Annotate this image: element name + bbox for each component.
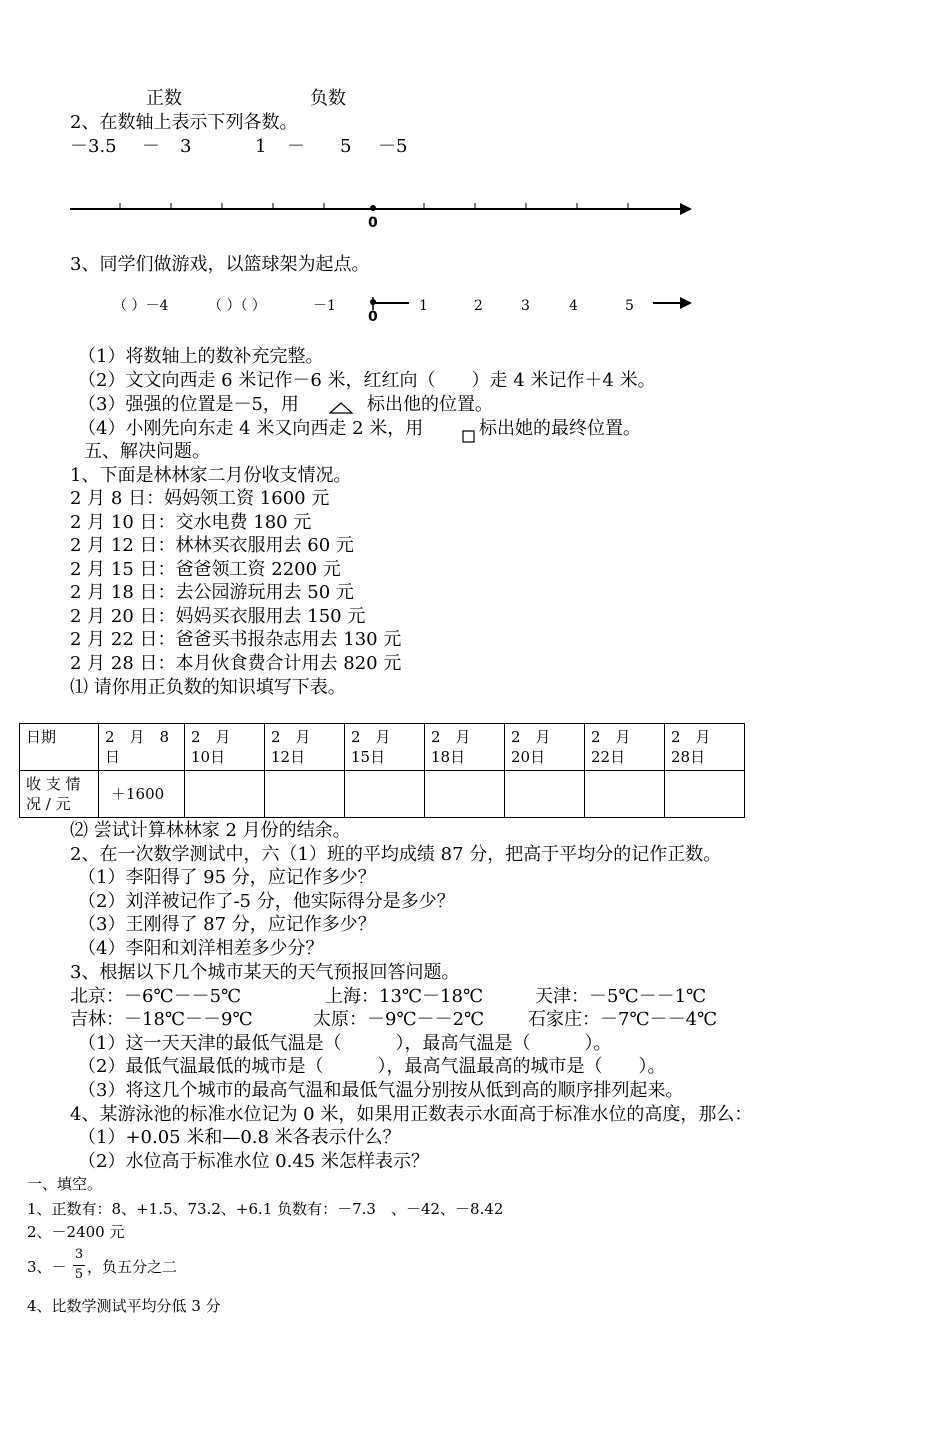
table-header-cell: 2 月 15日 [345, 724, 425, 771]
q2-number: 3 [180, 136, 192, 157]
answer-4: 4、比数学测试平均分低 3 分 [27, 1297, 221, 1315]
q2-number: 1 [255, 136, 267, 157]
table-header-cell: 2 月 28日 [665, 724, 745, 771]
q2-number: － [287, 136, 305, 157]
table-cell[interactable] [505, 771, 585, 818]
table-header-cell: 2 月 10日 [185, 724, 265, 771]
table-header-cell: 2 月 8日 [99, 724, 185, 771]
label-negative: 负数 [310, 88, 346, 109]
record: 2 月 20 日：妈妈买衣服用去 150 元 [70, 606, 366, 627]
fraction-bar [73, 1265, 85, 1266]
table-header-cell: 2 月 18日 [425, 724, 505, 771]
table-row-label: 收 支 情况 / 元 [20, 771, 99, 818]
q3-problem-title: 3、根据以下几个城市某天的天气预报回答问题。 [70, 962, 460, 983]
table-cell[interactable] [345, 771, 425, 818]
q3-axis-label: （ ）（ ） [208, 298, 266, 314]
table-cell[interactable] [265, 771, 345, 818]
fraction-denominator: 5 [74, 1267, 84, 1282]
table-cell[interactable] [665, 771, 745, 818]
q3-problem-item: （2）最低气温最低的城市是（ ），最高气温最高的城市是（ ）。 [78, 1056, 666, 1077]
table-header-cell: 2 月 20日 [505, 724, 585, 771]
q3-problem-item: （3）将这几个城市的最高气温和最低气温分别按从低到高的顺序排列起来。 [78, 1080, 684, 1101]
q3-axis-label: 2 [474, 298, 483, 314]
record: 2 月 15 日：爸爸领工资 2200 元 [70, 559, 341, 580]
table-header-cell: 2 月 22日 [585, 724, 665, 771]
city-weather: 石家庄：－7℃－－4℃ [528, 1009, 718, 1030]
answer-3-prefix: 3、－ [27, 1258, 67, 1276]
section5-title: 五、解决问题。 [84, 441, 210, 462]
q3-item-4: （4）小刚先向东走 4 米又向西走 2 米，用 [78, 418, 424, 439]
q2-number: － [142, 136, 160, 157]
q3-axis-label: 1 [419, 298, 428, 314]
record: 2 月 10 日：交水电费 180 元 [70, 512, 312, 533]
city-weather: 太原：－9℃－－2℃ [313, 1009, 485, 1030]
q3-axis-label: （ ）－4 [113, 298, 169, 314]
q1-sub1: ⑴ 请你用正负数的知识填写下表。 [70, 677, 346, 698]
label-positive: 正数 [146, 88, 182, 109]
q3-problem-item: （1）这一天天津的最低气温是（ ），最高气温是（ ）。 [78, 1033, 612, 1054]
fraction-numerator: 3 [74, 1247, 84, 1262]
q3-zero-label: 0 [368, 309, 378, 325]
q2-problem-item: （4）李阳和刘洋相差多少分？ [78, 938, 324, 959]
q2-problem-item: （1）李阳得了 95 分，应记作多少？ [78, 867, 376, 888]
record: 2 月 12 日：林林买衣服用去 60 元 [70, 535, 354, 556]
q3-item-2: （2）文文向西走 6 米记作－6 米，红红向（ ）走 4 米记作＋4 米。 [78, 370, 656, 391]
q4-problem-title: 4、某游泳池的标准水位记为 0 米，如果用正数表示水面高于标准水位的高度，那么： [70, 1104, 753, 1125]
table-cell[interactable] [585, 771, 665, 818]
q1-title: 1、下面是林林家二月份收支情况。 [70, 465, 352, 486]
q2-problem-item: （2）刘洋被记作了-5 分，他实际得分是多少？ [78, 891, 455, 912]
record: 2 月 22 日：爸爸买书报杂志用去 130 元 [70, 629, 402, 650]
answer-2: 2、－2400 元 [27, 1223, 125, 1241]
q3-axis-label: －1 [313, 298, 336, 314]
q3-item-4-suffix: 标出她的最终位置。 [479, 418, 641, 439]
table-header-cell: 2 月 12日 [265, 724, 345, 771]
record: 2 月 18 日：去公园游玩用去 50 元 [70, 582, 354, 603]
table-cell[interactable]: ＋1600 [99, 771, 185, 818]
table-header-cell: 日期 [20, 724, 99, 771]
q2-number: 5 [340, 136, 352, 157]
q3-axis-label: 4 [569, 298, 578, 314]
record: 2 月 8 日：妈妈领工资 1600 元 [70, 488, 330, 509]
q4-problem-item: （1）+0.05 米和—0.8 米各表示什么？ [78, 1127, 401, 1148]
q3-axis-label: 5 [625, 298, 634, 314]
q2-zero-label: 0 [368, 215, 378, 231]
record: 2 月 28 日：本月伙食费合计用去 820 元 [70, 653, 402, 674]
q2-number-line [70, 203, 692, 215]
table-cell[interactable] [185, 771, 265, 818]
answer-3-suffix: ，负五分之二 [87, 1258, 178, 1276]
triangle-icon [330, 403, 352, 413]
income-table [19, 723, 745, 818]
q2-problem-item: （3）王刚得了 87 分，应记作多少？ [78, 914, 376, 935]
q1-sub2: ⑵ 尝试计算林林家 2 月份的结余。 [70, 820, 351, 841]
q3-item-3: （3）强强的位置是－5，用 [78, 394, 299, 415]
q3-axis-label: 3 [521, 298, 530, 314]
q3-title: 3、同学们做游戏，以篮球架为起点。 [70, 254, 370, 275]
q2-problem-title: 2、在一次数学测试中，六（1）班的平均成绩 87 分，把高于平均分的记作正数。 [70, 844, 722, 865]
answer-1: 1、正数有：8、+1.5、73.2、+6.1 负数有：－7.3 、－42、－8.42 [27, 1200, 504, 1218]
q3-item-1: （1）将数轴上的数补充完整。 [78, 346, 324, 367]
q2-number: －3.5 [70, 136, 117, 157]
q3-item-3-suffix: 标出他的位置。 [367, 394, 493, 415]
city-weather: 北京：－6℃－－5℃ [70, 986, 242, 1007]
city-weather: 吉林：－18℃－－9℃ [70, 1009, 253, 1030]
square-icon [463, 431, 474, 442]
answers-title: 一、填空。 [27, 1175, 103, 1193]
city-weather: 上海：13℃－18℃ [325, 986, 484, 1007]
city-weather: 天津：－5℃－－1℃ [535, 986, 707, 1007]
q2-number: －5 [378, 136, 408, 157]
q4-problem-item: （2）水位高于标准水位 0.45 米怎样表示？ [78, 1151, 429, 1172]
q2-title: 2、在数轴上表示下列各数。 [70, 112, 298, 133]
table-cell[interactable] [425, 771, 505, 818]
